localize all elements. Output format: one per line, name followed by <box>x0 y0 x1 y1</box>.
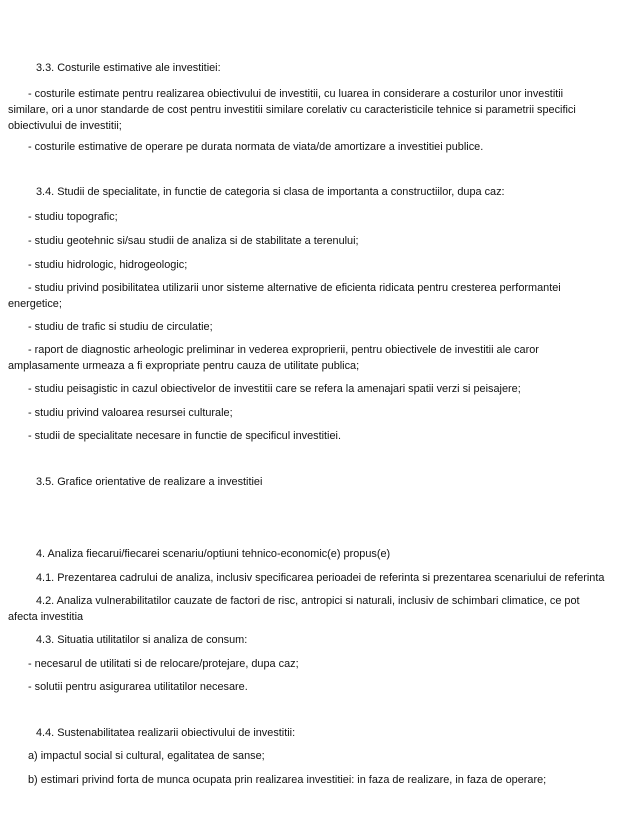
section-3-4-item-1: - studiu topografic; <box>28 211 118 223</box>
section-3-3-item-1-line-2: similare, ori a unor standarde de cost pentru investitii similare corelativ cu caracteristicile tehnice si parametrii specifici <box>8 104 576 116</box>
section-4-4-heading: 4.4. Sustenabilitatea realizarii obiectivului de investitii: <box>36 727 296 739</box>
section-4-3-item-1: - necesarul de utilitati si de relocare/protejare, dupa caz; <box>28 658 299 670</box>
section-4-1: 4.1. Prezentarea cadrului de analiza, inclusiv specificarea perioadei de referinta si prezentarea scenariului de referinta <box>36 572 605 584</box>
section-4-3-heading: 4.3. Situatia utilitatilor si analiza de consum: <box>36 634 248 646</box>
section-3-4-item-5: - studiu de trafic si studiu de circulatie; <box>28 321 213 333</box>
section-3-4-item-3: - studiu hidrologic, hidrogeologic; <box>28 259 188 271</box>
section-3-4-item-6-line-1: - raport de diagnostic arheologic preliminar in vederea exproprierii, pentru obiectivele de investitii ale caror <box>28 344 539 356</box>
section-4-2-line-1: 4.2. Analiza vulnerabilitatilor cauzate de factori de risc, antropici si naturali, inclusiv de schimbari climatice, ce pot <box>36 595 580 607</box>
section-4-2-line-2: afecta investitia <box>8 611 84 623</box>
section-3-3-item-1-line-1: - costurile estimate pentru realizarea obiectivului de investitii, cu luarea in considerare a costurilor unor investitii <box>28 88 564 100</box>
section-3-4-item-4-line-2: energetice; <box>8 298 62 310</box>
section-3-4-item-9: - studii de specialitate necesare in functie de specificul investitiei. <box>28 430 341 442</box>
section-4-3-item-2: - solutii pentru asigurarea utilitatilor necesare. <box>28 681 248 693</box>
section-3-3-item-1-line-3: obiectivului de investitii; <box>8 120 122 132</box>
section-3-4-item-2: - studiu geotehnic si/sau studii de analiza si de stabilitate a terenului; <box>28 235 359 247</box>
section-4-4-item-b: b) estimari privind forta de munca ocupata prin realizarea investitiei: in faza de realizare, in faza de operare; <box>28 774 547 786</box>
section-3-3-heading: 3.3. Costurile estimative ale investitiei: <box>36 62 221 74</box>
section-3-5-heading: 3.5. Grafice orientative de realizare a investitiei <box>36 476 263 488</box>
section-3-4-item-7: - studiu peisagistic in cazul obiectivelor de investitii care se refera la amenajari spatii verzi si peisajere; <box>28 383 521 395</box>
section-4-heading: 4. Analiza fiecarui/fiecarei scenariu/optiuni tehnico-economic(e) propus(e) <box>36 548 391 560</box>
section-3-4-item-8: - studiu privind valoarea resursei culturale; <box>28 407 233 419</box>
section-3-4-heading: 3.4. Studii de specialitate, in functie de categoria si clasa de importanta a constructiilor, dupa caz: <box>36 186 505 198</box>
section-3-4-item-6-line-2: amplasamente urmeaza a fi expropriate pentru cauza de utilitate publica; <box>8 360 360 372</box>
section-4-4-item-a: a) impactul social si cultural, egalitatea de sanse; <box>28 750 265 762</box>
section-3-4-item-4-line-1: - studiu privind posibilitatea utilizarii unor sisteme alternative de eficienta ridicata pentru cresterea performantei <box>28 282 561 294</box>
section-3-3-item-2: - costurile estimative de operare pe durata normata de viata/de amortizare a investitiei publice. <box>28 141 484 153</box>
